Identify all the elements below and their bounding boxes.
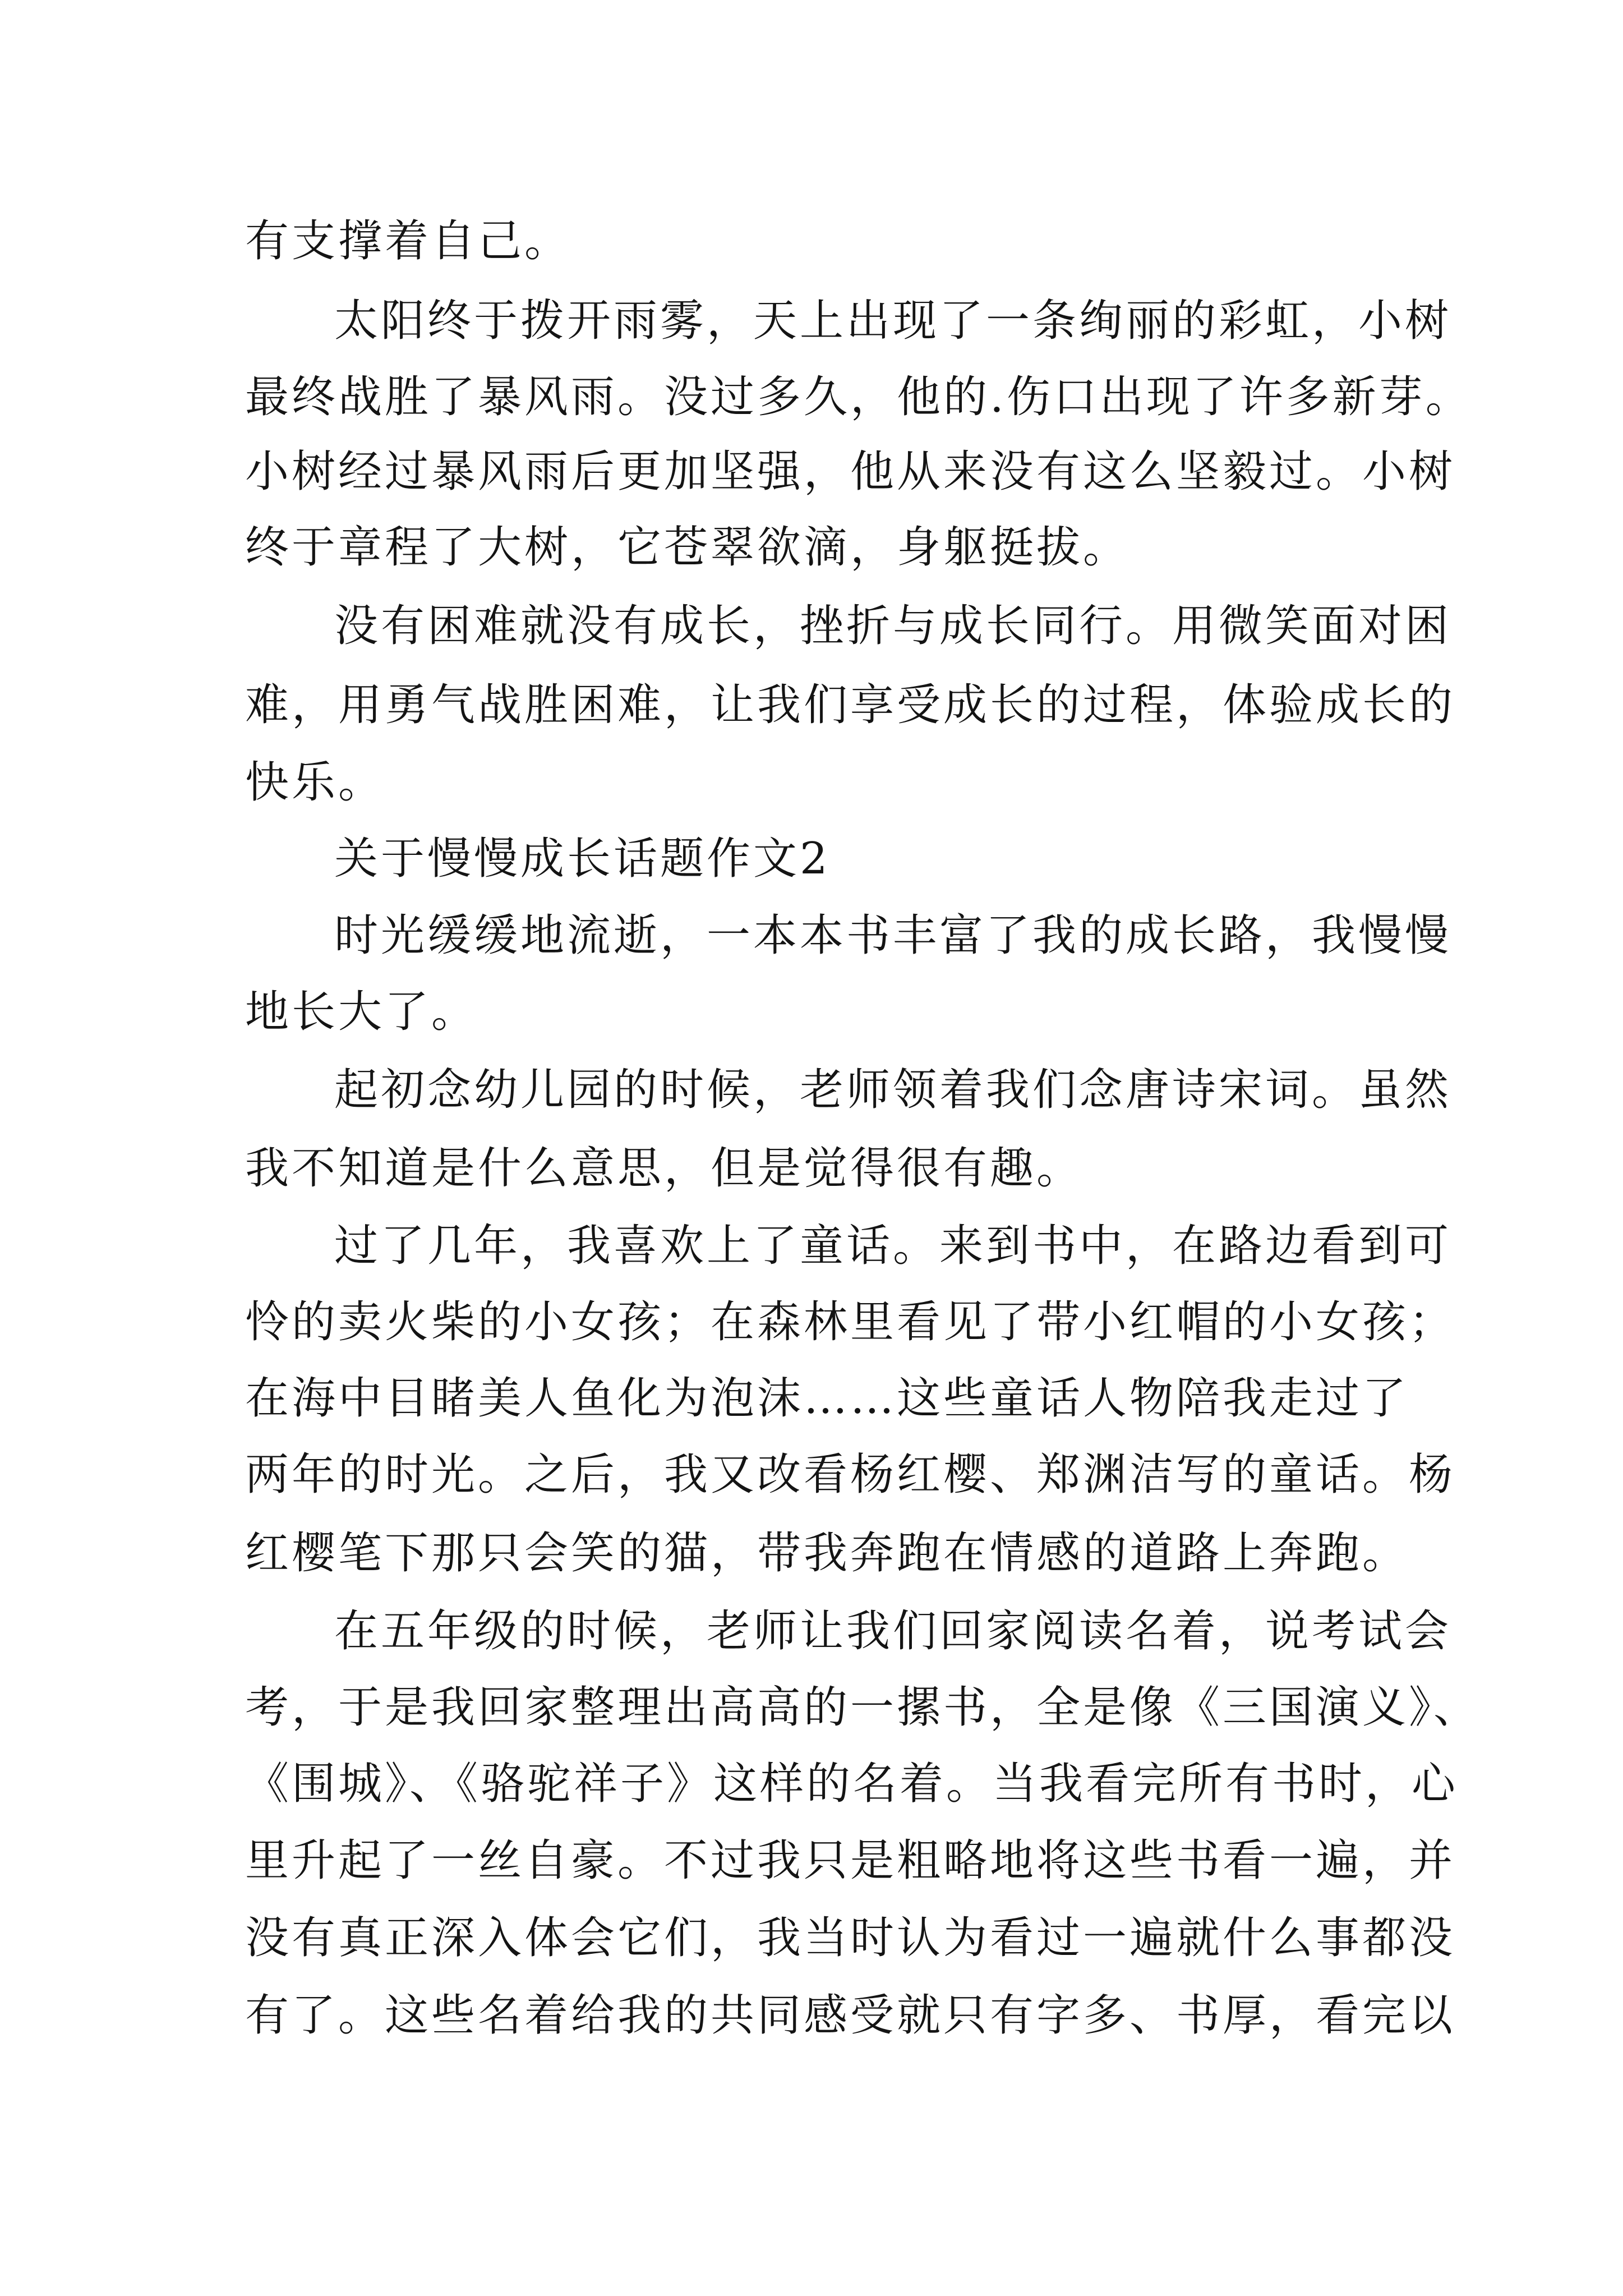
text-line <box>0 973 1623 1051</box>
line-text: 没有困难就没有成长，挫折与成长同行。用微笑面对困 <box>334 601 1452 651</box>
line-text: 我不知道是什么意思，但是觉得很有趣。 <box>245 1143 1083 1194</box>
line-text: 里升起了一丝自豪。不过我只是粗略地将这些书看一遍，并 <box>245 1835 1456 1886</box>
text-line <box>0 1051 1623 1129</box>
line-text: 时光缓缓地流逝，一本本书丰富了我的成长路，我慢慢 <box>334 910 1452 961</box>
text-line <box>0 358 1623 436</box>
text-line <box>0 432 1623 511</box>
line-text: 快乐。 <box>245 757 385 808</box>
line-text: 地长大了。 <box>245 987 478 1037</box>
text-line <box>0 1821 1623 1900</box>
text-line <box>0 1592 1623 1671</box>
line-text: 红樱笔下那只会笑的猫，带我奔跑在情感的道路上奔跑。 <box>245 1528 1409 1579</box>
text-line <box>0 1283 1623 1361</box>
text-line <box>0 202 1623 280</box>
line-text: 在海中目睹美人鱼化为泡沫……这些童话人物陪我走过了 <box>245 1373 1409 1424</box>
line-text: 有了。这些名着给我的共同感受就只有字多、书厚，看完以 <box>245 1990 1456 2041</box>
line-text: 小树经过暴风雨后更加坚强，他从来没有这么坚毅过。小树 <box>245 447 1456 497</box>
text-line <box>0 1899 1623 1977</box>
line-text: 太阳终于拨开雨雾，天上出现了一条绚丽的彩虹，小树 <box>334 296 1452 346</box>
text-line <box>0 1207 1623 1285</box>
text-line <box>0 666 1623 744</box>
text-line <box>0 1514 1623 1593</box>
text-line <box>0 743 1623 822</box>
line-text: 终于章程了大树，它苍翠欲滴，身躯挺拔。 <box>245 522 1130 573</box>
text-line <box>0 587 1623 665</box>
line-text: 起初念幼儿园的时候，老师领着我们念唐诗宋词。虽然 <box>334 1065 1452 1115</box>
text-line <box>0 896 1623 975</box>
line-text: 在五年级的时候，老师让我们回家阅读名着，说考试会 <box>334 1606 1452 1657</box>
text-line <box>0 1359 1623 1438</box>
line-text: 怜的卖火柴的小女孩；在森林里看见了带小红帽的小女孩； <box>245 1297 1456 1347</box>
text-line <box>0 1976 1623 2055</box>
line-text: 《围城》、《骆驼祥子》这样的名着。当我看完所有书时，心 <box>245 1759 1459 1809</box>
section-heading <box>0 820 1623 898</box>
text-line <box>0 1435 1623 1514</box>
line-text: 没有真正深入体会它们，我当时认为看过一遍就什么事都没 <box>245 1913 1456 1963</box>
line-text: 最终战胜了暴风雨。没过多久，他的.伤口出现了许多新芽。 <box>245 372 1472 422</box>
line-text: 有支撑着自己。 <box>245 216 571 266</box>
line-text: 考，于是我回家整理出高高的一摞书，全是像《三国演义》、 <box>245 1682 1481 1733</box>
line-text: 两年的时光。之后，我又改看杨红樱、郑渊洁写的童话。杨 <box>245 1450 1456 1500</box>
line-text: 过了几年，我喜欢上了童话。来到书中，在路边看到可 <box>334 1221 1452 1271</box>
line-text: 难，用勇气战胜困难，让我们享受成长的过程，体验成长的 <box>245 680 1456 730</box>
text-line <box>0 282 1623 360</box>
heading-text: 关于慢慢成长话题作文2 <box>334 834 831 884</box>
text-line <box>0 1129 1623 1208</box>
text-line <box>0 508 1623 587</box>
text-line <box>0 1668 1623 1747</box>
text-line <box>0 1745 1623 1823</box>
